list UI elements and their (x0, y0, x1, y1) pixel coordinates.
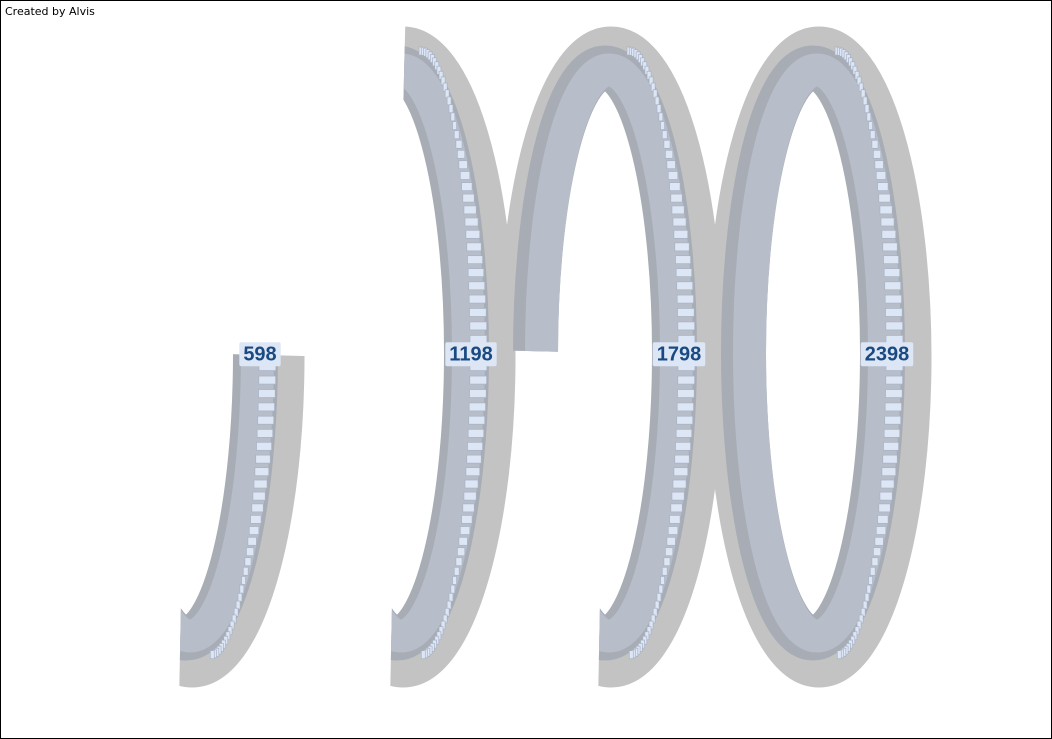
slice-face (884, 256, 899, 264)
slice-face (885, 416, 901, 424)
slice-face (676, 442, 691, 450)
slice-face (677, 403, 693, 411)
slice-face (676, 429, 692, 437)
slice-face (451, 113, 455, 121)
slice-face (863, 601, 867, 609)
slice-face (462, 183, 473, 191)
slice-face (678, 335, 695, 343)
slice-face (259, 322, 276, 330)
slice-face (670, 515, 681, 523)
slice-face (676, 256, 691, 264)
slice-face (867, 113, 871, 121)
ring-sheen (123, 70, 258, 636)
ring-value-label (445, 342, 496, 366)
slice-face (454, 131, 459, 139)
slice-face (210, 651, 214, 659)
slice-face (865, 105, 869, 113)
slice-face (678, 308, 695, 316)
slice-face (230, 77, 234, 85)
slice-face (879, 504, 890, 512)
slice-face (213, 48, 217, 56)
slice-face (672, 206, 684, 214)
slice-face (466, 230, 480, 238)
slice-face (673, 480, 686, 488)
slice-face (445, 90, 449, 98)
slice-face (882, 468, 896, 476)
slice-face (256, 243, 271, 251)
slice-face (464, 492, 476, 500)
slice-face (232, 83, 236, 91)
slice-face (255, 468, 269, 476)
slice-face (254, 218, 267, 226)
slice-face (661, 122, 665, 130)
slice-face (671, 504, 682, 512)
slice-face (878, 515, 889, 523)
slice-face (249, 527, 259, 535)
slice-face (258, 403, 274, 411)
slice-face (456, 558, 462, 566)
slice-face (464, 206, 476, 214)
slice-face (456, 140, 462, 148)
slice-face (883, 243, 898, 251)
slice-face (875, 161, 883, 169)
ring-3 (521, 47, 705, 665)
slice-face (259, 376, 276, 384)
slice-face (837, 651, 841, 659)
slice-face (468, 269, 484, 277)
slice-face (243, 567, 248, 575)
slice-face (881, 218, 894, 226)
slice-face (675, 243, 690, 251)
slice-face (677, 295, 693, 303)
slice-face (881, 480, 894, 488)
slice-face (462, 515, 473, 523)
ring-value-label (653, 342, 706, 366)
slice-face (676, 269, 692, 277)
slice-face (459, 537, 467, 545)
slice-face (875, 537, 883, 545)
slice-face (468, 256, 483, 264)
slice-face (249, 171, 259, 179)
slice-face (869, 576, 873, 584)
slice-face (222, 58, 226, 66)
slice-face (463, 504, 474, 512)
slice-face (469, 282, 485, 290)
slice-face (629, 651, 633, 659)
slice-face (470, 390, 487, 398)
slice-face (228, 71, 232, 79)
slice-face (242, 576, 246, 584)
ring-2 (313, 47, 497, 665)
slice-face (208, 47, 212, 55)
slice-face (886, 390, 903, 398)
slice-face (884, 269, 900, 277)
slice-face (872, 558, 878, 566)
slice-face (224, 62, 228, 70)
slice-face (453, 576, 457, 584)
slice-face (210, 47, 214, 55)
slice-face (463, 194, 474, 202)
slice-face (217, 52, 221, 60)
slice-face (885, 295, 901, 303)
slice-face (886, 308, 903, 316)
slice-face (653, 90, 657, 98)
value-text: 1198 (449, 343, 493, 366)
slice-face (256, 455, 271, 463)
slice-face (421, 651, 425, 659)
slice-face (671, 194, 682, 202)
slice-face (880, 206, 892, 214)
slice-face (259, 390, 276, 398)
slice-face (659, 113, 663, 121)
slice-face (240, 585, 244, 593)
slice-face (251, 183, 262, 191)
slice-face (215, 50, 219, 58)
slice-face (665, 150, 672, 158)
slice-face (861, 90, 865, 98)
slice-face (869, 122, 873, 130)
slice-face (236, 601, 240, 609)
slice-face (678, 390, 695, 398)
slice-face (460, 527, 470, 535)
slice-face (674, 468, 688, 476)
slice-face (252, 504, 263, 512)
slice-face (674, 230, 688, 238)
slice-face (677, 282, 693, 290)
ring-4 (729, 47, 913, 665)
ring-1 (102, 47, 282, 665)
slice-face (240, 113, 244, 121)
value-text: 598 (243, 343, 277, 366)
slice-face (246, 548, 253, 556)
slice-face (668, 527, 678, 535)
slice-face (659, 585, 663, 593)
slice-face (453, 122, 457, 130)
slice-face (882, 230, 896, 238)
slice-face (236, 97, 240, 105)
slice-face (657, 105, 661, 113)
slice-face (449, 105, 453, 113)
slice-face (257, 429, 273, 437)
slice-face (657, 593, 661, 601)
slice-face (883, 455, 898, 463)
slice-face (886, 322, 903, 330)
slice-face (884, 442, 899, 450)
slice-face (466, 468, 480, 476)
slice-face (873, 548, 880, 556)
slice-face (258, 282, 274, 290)
slice-face (454, 567, 459, 575)
slice-face (664, 558, 670, 566)
slice-face (451, 585, 455, 593)
slice-face (447, 97, 451, 105)
slice-face (467, 455, 482, 463)
slice-face (457, 150, 464, 158)
slice-face (248, 161, 256, 169)
slice-face (469, 295, 485, 303)
slice-face (870, 567, 875, 575)
slice-face (876, 171, 886, 179)
slice-face (886, 376, 903, 384)
slice-face (468, 442, 483, 450)
slice-face (667, 537, 675, 545)
slice-face (465, 218, 478, 226)
slice-face (865, 593, 869, 601)
slice-face (885, 282, 901, 290)
slice-face (886, 335, 903, 343)
ring-value-label (861, 342, 914, 366)
slice-face (254, 480, 267, 488)
slice-face (672, 492, 684, 500)
slice-face (470, 335, 487, 343)
slice-face (226, 66, 230, 74)
value-text: 2398 (864, 343, 910, 366)
slice-face (469, 416, 485, 424)
slice-face (863, 97, 867, 105)
slice-face (248, 537, 256, 545)
slice-face (876, 527, 886, 535)
slice-face (470, 308, 487, 316)
slice-face (661, 576, 665, 584)
slice-face (242, 122, 246, 130)
slice-face (460, 171, 470, 179)
slice-face (238, 105, 242, 113)
slice-face (878, 183, 889, 191)
slice-face (243, 131, 248, 139)
slice-face (468, 429, 484, 437)
slice-face (259, 308, 276, 316)
slice-face (662, 131, 667, 139)
slice-face (238, 593, 242, 601)
slice-face (257, 269, 273, 277)
slice-face (664, 140, 670, 148)
slice-face (253, 492, 265, 500)
slice-face (675, 455, 690, 463)
slice-face (257, 442, 272, 450)
ring-value-label (239, 342, 280, 366)
slice-face (670, 183, 681, 191)
slice-face (257, 256, 272, 264)
slice-face (655, 97, 659, 105)
slice-face (465, 480, 478, 488)
slice-face (255, 230, 269, 238)
slice-face (447, 601, 451, 609)
slice-face (879, 194, 890, 202)
slice-face (258, 416, 274, 424)
slice-face (253, 206, 265, 214)
slice-face (259, 335, 276, 343)
slice-face (678, 322, 695, 330)
slice-face (885, 403, 901, 411)
value-text: 1798 (656, 343, 702, 366)
created-by-caption: Created by Alvis (5, 5, 95, 18)
slice-face (667, 161, 675, 169)
slice-face (457, 548, 464, 556)
slice-face (234, 90, 238, 98)
slice-face (258, 295, 274, 303)
slice-face (880, 492, 892, 500)
slice-face (872, 140, 878, 148)
slice-face (470, 322, 487, 330)
slice-face (655, 601, 659, 609)
slice-face (252, 194, 263, 202)
slice-face (677, 416, 693, 424)
slice-face (673, 218, 686, 226)
slice-face (449, 593, 453, 601)
slice-face (867, 585, 871, 593)
slice-face (245, 558, 251, 566)
slice-face (251, 515, 262, 523)
slice-face (668, 171, 678, 179)
slice-face (678, 376, 695, 384)
slice-face (884, 429, 900, 437)
slice-face (219, 55, 223, 63)
slice-face (470, 376, 487, 384)
slice-face (665, 548, 672, 556)
slice-face (459, 161, 467, 169)
slice-face (870, 131, 875, 139)
slice-face (245, 140, 251, 148)
slice-face (467, 243, 482, 251)
slice-face (246, 150, 253, 158)
slice-face (469, 403, 485, 411)
slice-face (873, 150, 880, 158)
slice-face (662, 567, 667, 575)
